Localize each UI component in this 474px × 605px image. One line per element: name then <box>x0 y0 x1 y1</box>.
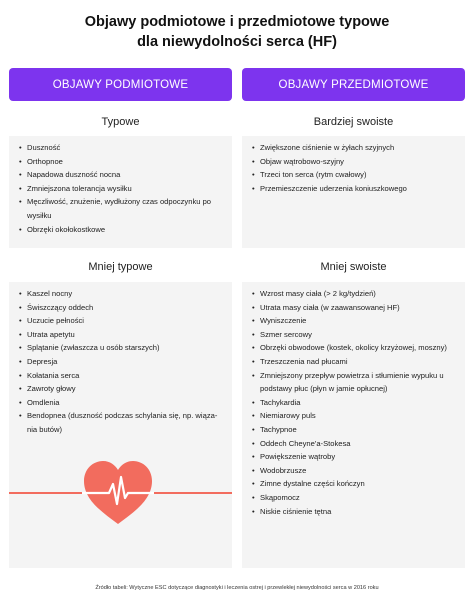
source-footnote: Źródło tabeli: Wytyczne ESC dotyczące diagnostyki i leczenia ostrej i przewlekłej niewydolności serca w 2016 roku <box>95 585 379 591</box>
list-item: • Skąpomocz <box>252 491 462 505</box>
list-item: • Męczliwość, znużenie, wydłużony czas odpoczynku po <box>19 195 227 209</box>
list-item: • Utrata apetytu <box>19 328 227 342</box>
page-title-line-1: Objawy podmiotowe i przedmiotowe typowe <box>84 14 390 30</box>
objective-signs-header: OBJAWY PRZEDMIOTOWE <box>242 68 465 101</box>
section-title-bardziej-swoiste: Bardziej swoiste <box>313 116 394 128</box>
list-item-continuation: nia butów) <box>27 424 63 434</box>
list-item: • Wzrost masy ciała (> 2 kg/tydzień) <box>252 287 462 301</box>
list-item: • Duszność <box>19 141 227 155</box>
list-item: • Trzeci ton serca (rytm cwałowy) <box>252 168 460 182</box>
list-item: • Oddech Cheyne'a-Stokesa <box>252 437 462 451</box>
list-item: • Obrzęki okołokostkowe <box>19 223 227 237</box>
list-item: • Świszczący oddech <box>19 301 227 315</box>
list-item: • Tachykardia <box>252 396 462 410</box>
list-item: • Obrzęki obwodowe (kostek, okolicy krzyżowej, moszny) <box>252 341 462 355</box>
list-item: • Objaw wątrobowo-szyjny <box>252 155 460 169</box>
list-item: • Utrata masy ciała (w zaawansowanej HF) <box>252 301 462 315</box>
list-item: • Niskie ciśnienie tętna <box>252 505 462 519</box>
list-item: • Przemieszczenie uderzenia koniuszkowego <box>252 182 460 196</box>
list-item: • Wodobrzusze <box>252 464 462 478</box>
list-item: • Splątanie (zwłaszcza u osób starszych) <box>19 341 227 355</box>
list-item: • Omdlenia <box>19 396 227 410</box>
panel-typowe <box>9 136 232 248</box>
pulse-line-extension <box>0 488 240 498</box>
list-item: • Zwiększone ciśnienie w żyłach szyjnych <box>252 141 460 155</box>
list-bardziej-swoiste <box>252 141 460 195</box>
list-item: • Kołatania serca <box>19 369 227 383</box>
list-item-continuation: wysiłku <box>27 210 52 220</box>
list-item: • Uczucie pełności <box>19 314 227 328</box>
list-typowe <box>19 141 227 236</box>
page-title-line-2: dla niewydolności serca (HF) <box>137 34 337 50</box>
list-item: • Tachypnoe <box>252 423 462 437</box>
list-item: • Wyniszczenie <box>252 314 462 328</box>
section-title-mniej-swoiste: Mniej swoiste <box>320 261 387 273</box>
list-item: • Powiększenie wątroby <box>252 450 462 464</box>
list-item: • Kaszel nocny <box>19 287 227 301</box>
list-item: • Zmniejszona tolerancja wysiłku <box>19 182 227 196</box>
section-title-mniej-typowe: Mniej typowe <box>88 261 153 273</box>
list-item: • Depresja <box>19 355 227 369</box>
list-mniej-swoiste <box>252 287 462 518</box>
page-title <box>0 12 474 52</box>
list-item: • Zawroty głowy <box>19 382 227 396</box>
list-item: • Zmniejszony przepływ powietrza i stłumienie wypuku u <box>252 369 462 383</box>
list-item: • Napadowa duszność nocna <box>19 168 227 182</box>
panel-bardziej-swoiste <box>242 136 465 248</box>
subjective-symptoms-header: OBJAWY PODMIOTOWE <box>9 68 232 101</box>
list-item: • Orthopnoe <box>19 155 227 169</box>
list-item: • Trzeszczenia nad płucami <box>252 355 462 369</box>
section-title-typowe: Typowe <box>101 116 140 128</box>
list-item: • Szmer sercowy <box>252 328 462 342</box>
list-item-continuation: podstawy płuc (płyn w jamie opłucnej) <box>260 384 388 394</box>
list-item: • Niemiarowy puls <box>252 409 462 423</box>
list-mniej-typowe <box>19 287 227 437</box>
panel-mniej-swoiste <box>242 282 465 568</box>
list-item: • Zimne dystalne części kończyn <box>252 477 462 491</box>
list-item: • Bendopnea (duszność podczas schylania się, np. wiąza- <box>19 409 227 423</box>
